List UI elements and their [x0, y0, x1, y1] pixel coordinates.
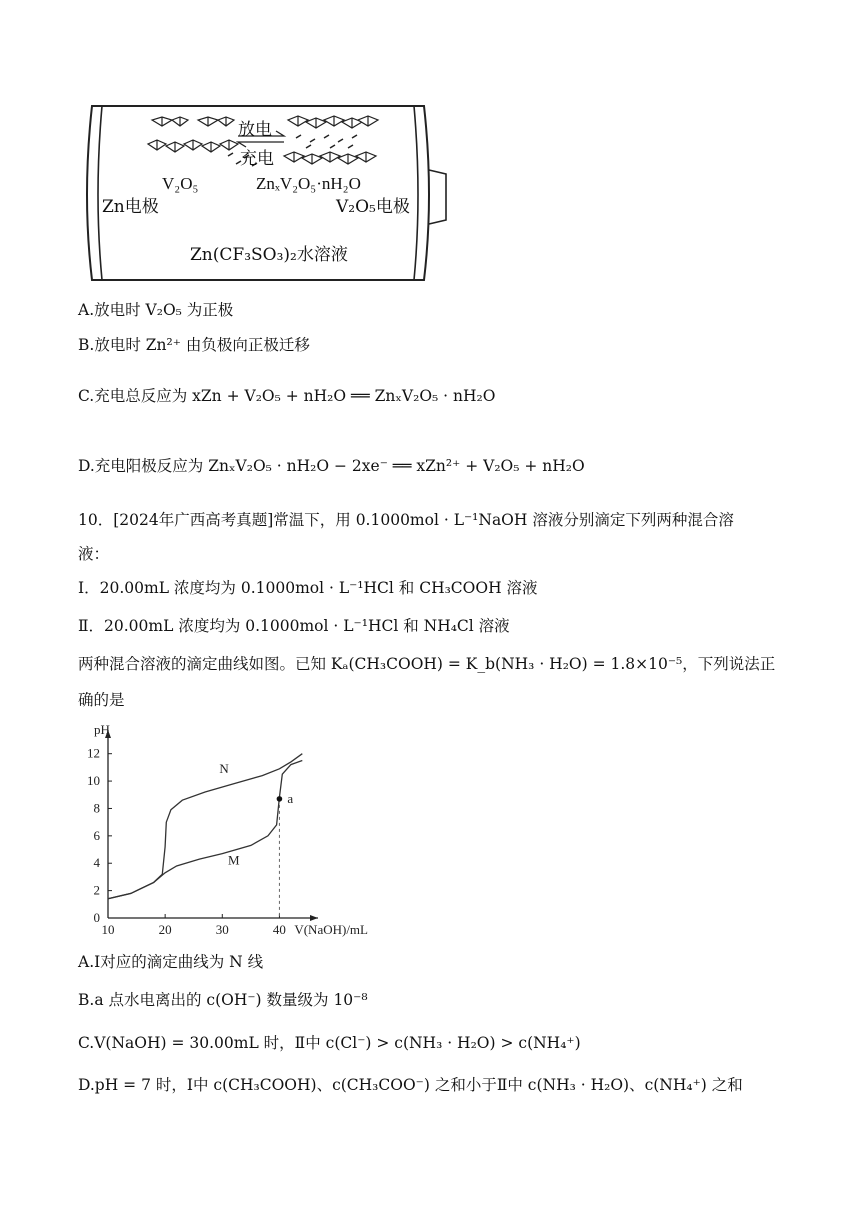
q10-option-c: C.V(NaOH) = 30.00mL 时，Ⅱ中 c(Cl⁻) > c(NH₃ · H₂O) > c(NH₄⁺)	[78, 1034, 581, 1052]
v2o5-crystal-icon	[148, 117, 238, 152]
titration-chart	[78, 722, 388, 944]
q10-stem-line1: 10．[2024年广西高考真题]常温下，用 0.1000mol · L⁻¹NaOH 溶液分别滴定下列两种混合溶	[78, 511, 734, 529]
q10-option-a: A.Ⅰ对应的滴定曲线为 N 线	[78, 953, 264, 971]
titration-chart-svg	[78, 722, 388, 944]
x-tick-label: 30	[215, 922, 229, 937]
q10-item1: Ⅰ．20.00mL 浓度均为 0.1000mol · L⁻¹HCl 和 CH₃COOH 溶液	[78, 579, 538, 597]
x-tick-label: 10	[101, 922, 115, 937]
znxv2o5-formula: ZnₓV₂O₅·nH₂O	[256, 174, 361, 193]
zn-electrode-label: Zn电极	[102, 197, 159, 217]
q10-item2: Ⅱ．20.00mL 浓度均为 0.1000mol · L⁻¹HCl 和 NH₄Cl 溶液	[78, 617, 510, 635]
q9-option-b: B.放电时 Zn²⁺ 由负极向正极迁移	[78, 336, 310, 354]
q9-option-d: D.充电阳极反应为 ZnₓV₂O₅ · nH₂O − 2xe⁻ ══ xZn²⁺ + V₂O₅ + nH₂O	[78, 457, 585, 475]
series-label-m: M	[228, 852, 240, 868]
y-tick-label: 4	[93, 855, 100, 871]
znxv2o5-crystal-icon	[284, 116, 378, 164]
x-tick-label: 20	[158, 922, 172, 937]
v2o5-electrode-label: V₂O₅电极	[336, 197, 410, 217]
v2o5-formula: V₂O₅	[162, 174, 199, 193]
curve-m	[108, 761, 302, 899]
y-tick-label: 0	[93, 910, 100, 925]
charge-label: 充电	[240, 149, 274, 169]
y-tick-label: 12	[87, 745, 100, 761]
battery-diagram	[78, 98, 468, 288]
q9-option-a: A.放电时 V₂O₅ 为正极	[78, 301, 234, 319]
electrolyte-label: Zn(CF₃SO₃)₂水溶液	[190, 245, 348, 265]
q10-stem-line2: 液：	[78, 545, 110, 563]
y-tick-label: 2	[93, 882, 100, 898]
y-tick-label: 8	[93, 800, 100, 816]
curve-n	[108, 754, 302, 899]
y-axis-label: pH	[94, 722, 110, 737]
discharge-label: 放电	[238, 120, 272, 140]
x-tick-label: 40	[272, 922, 286, 937]
q10-stem-line3: 两种混合溶液的滴定曲线如图。已知 Kₐ(CH₃COOH) = K_b(NH₃ · H₂O) = 1.8×10⁻⁵，下列说法正	[78, 655, 776, 673]
q10-option-d: D.pH = 7 时，Ⅰ中 c(CH₃COOH)、c(CH₃COO⁻) 之和小于Ⅱ中 c(NH₃ · H₂O)、c(NH₄⁺) 之和	[78, 1076, 743, 1094]
q10-option-b: B.a 点水电离出的 c(OH⁻) 数量级为 10⁻⁸	[78, 991, 368, 1009]
point-a	[277, 796, 283, 802]
q10-stem-line4: 确的是	[78, 691, 125, 709]
x-axis-label: V(NaOH)/mL	[294, 922, 368, 937]
series-label-n: N	[219, 760, 229, 776]
q9-option-c: C.充电总反应为 xZn + V₂O₅ + nH₂O ══ ZnₓV₂O₅ · nH₂O	[78, 387, 496, 405]
y-tick-label: 10	[87, 773, 100, 789]
x-axis-arrow-icon	[310, 915, 318, 921]
point-a-label: a	[287, 790, 294, 806]
y-tick-label: 6	[93, 827, 100, 843]
